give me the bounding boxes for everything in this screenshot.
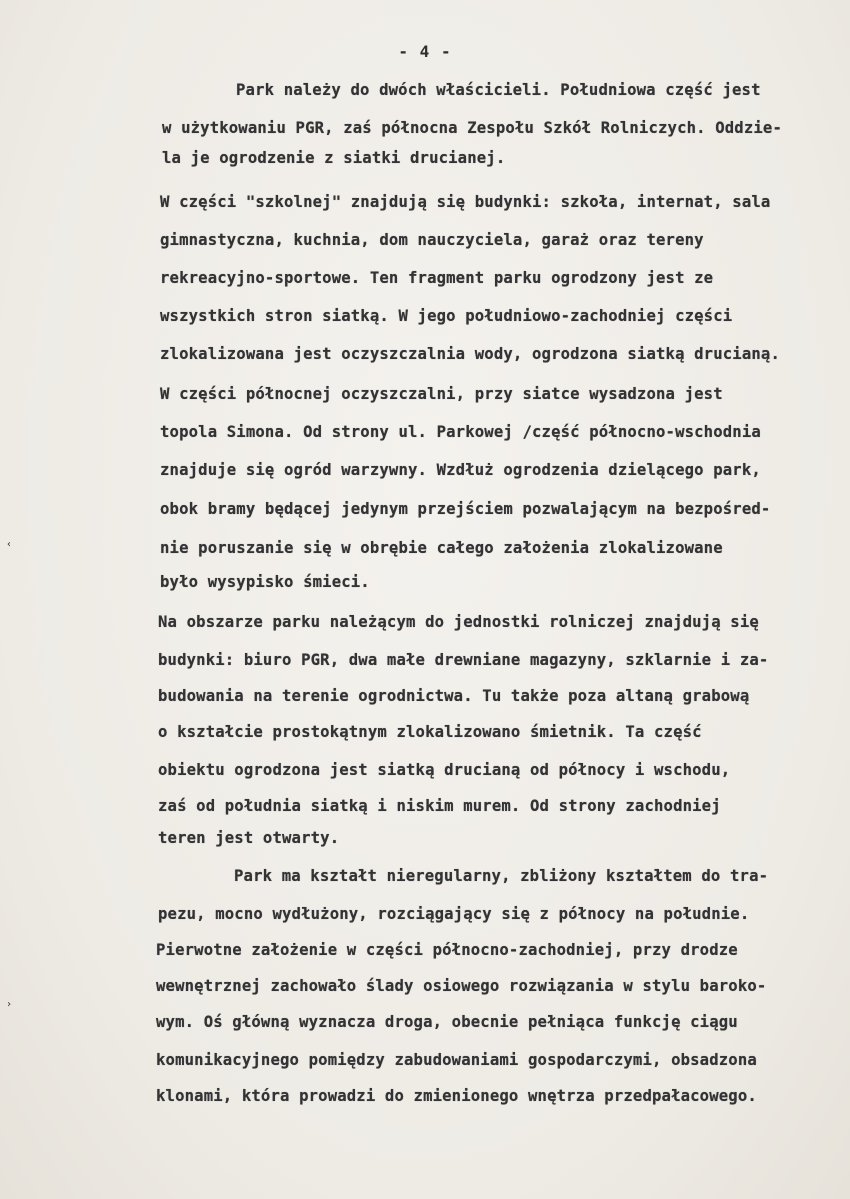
text-line: było wysypisko śmieci. xyxy=(160,573,370,591)
text-line: Na obszarze parku należącym do jednostki rolniczej znajdują się xyxy=(158,613,759,631)
text-line: teren jest otwarty. xyxy=(158,829,340,847)
text-line: W części "szkolnej" znajdują się budynki: szkoła, internat, sala xyxy=(160,193,771,211)
text-line: Park należy do dwóch właścicieli. Południowa część jest xyxy=(236,81,761,99)
text-line: obok bramy będącej jedynym przejściem pozwalającym na bezpośred- xyxy=(160,500,771,518)
text-line: budynki: biuro PGR, dwa małe drewniane magazyny, szklarnie i za- xyxy=(158,651,769,669)
margin-mark: › xyxy=(6,999,13,1010)
text-line: rekreacyjno-sportowe. Ten fragment parku ogrodzony jest ze xyxy=(160,269,714,287)
text-line: W części północnej oczyszczalni, przy siatce wysadzona jest xyxy=(160,385,723,403)
text-line: pezu, mocno wydłużony, rozciągający się z północy na południe. xyxy=(158,905,750,923)
text-line: znajduje się ogród warzywny. Wzdłuż ogrodzenia dzielącego park, xyxy=(160,461,761,479)
page-number: - 4 - xyxy=(398,42,452,61)
text-line: gimnastyczna, kuchnia, dom nauczyciela, garaż oraz tereny xyxy=(160,231,704,249)
text-line: zaś od południa siatką i niskim murem. Od strony zachodniej xyxy=(158,797,721,815)
text-line: topola Simona. Od strony ul. Parkowej /część północno-wschodnia xyxy=(160,423,761,441)
text-line: budowania na terenie ogrodnictwa. Tu także poza altaną grabową xyxy=(158,687,750,705)
text-line: zlokalizowana jest oczyszczalnia wody, ogrodzona siatką drucianą. xyxy=(160,345,780,363)
text-line: Park ma kształt nieregularny, zbliżony kształtem do tra- xyxy=(234,867,769,885)
margin-mark: ‹ xyxy=(6,539,13,550)
text-line: o kształcie prostokątnym zlokalizowano śmietnik. Ta część xyxy=(158,723,702,741)
text-line: nie poruszanie się w obrębie całego założenia zlokalizowane xyxy=(160,539,723,557)
text-line: obiektu ogrodzona jest siatką drucianą od północy i wschodu, xyxy=(158,761,731,779)
text-line: komunikacyjnego pomiędzy zabudowaniami gospodarczymi, obsadzona xyxy=(156,1051,757,1069)
text-line: w użytkowaniu PGR, zaś północna Zespołu Szkół Rolniczych. Oddzie- xyxy=(162,119,782,137)
text-line: wewnętrznej zachowało ślady osiowego rozwiązania w stylu baroko- xyxy=(156,977,767,995)
text-line: wym. Oś główną wyznacza droga, obecnie pełniąca funkcję ciągu xyxy=(156,1013,738,1031)
text-line: la je ogrodzenie z siatki drucianej. xyxy=(162,149,506,167)
text-line: klonami, która prowadzi do zmienionego wnętrza przedpałacowego. xyxy=(156,1087,757,1105)
text-line: wszystkich stron siatką. W jego południowo-zachodniej części xyxy=(160,307,733,325)
text-line: Pierwotne założenie w części północno-zachodniej, przy drodze xyxy=(156,941,738,959)
